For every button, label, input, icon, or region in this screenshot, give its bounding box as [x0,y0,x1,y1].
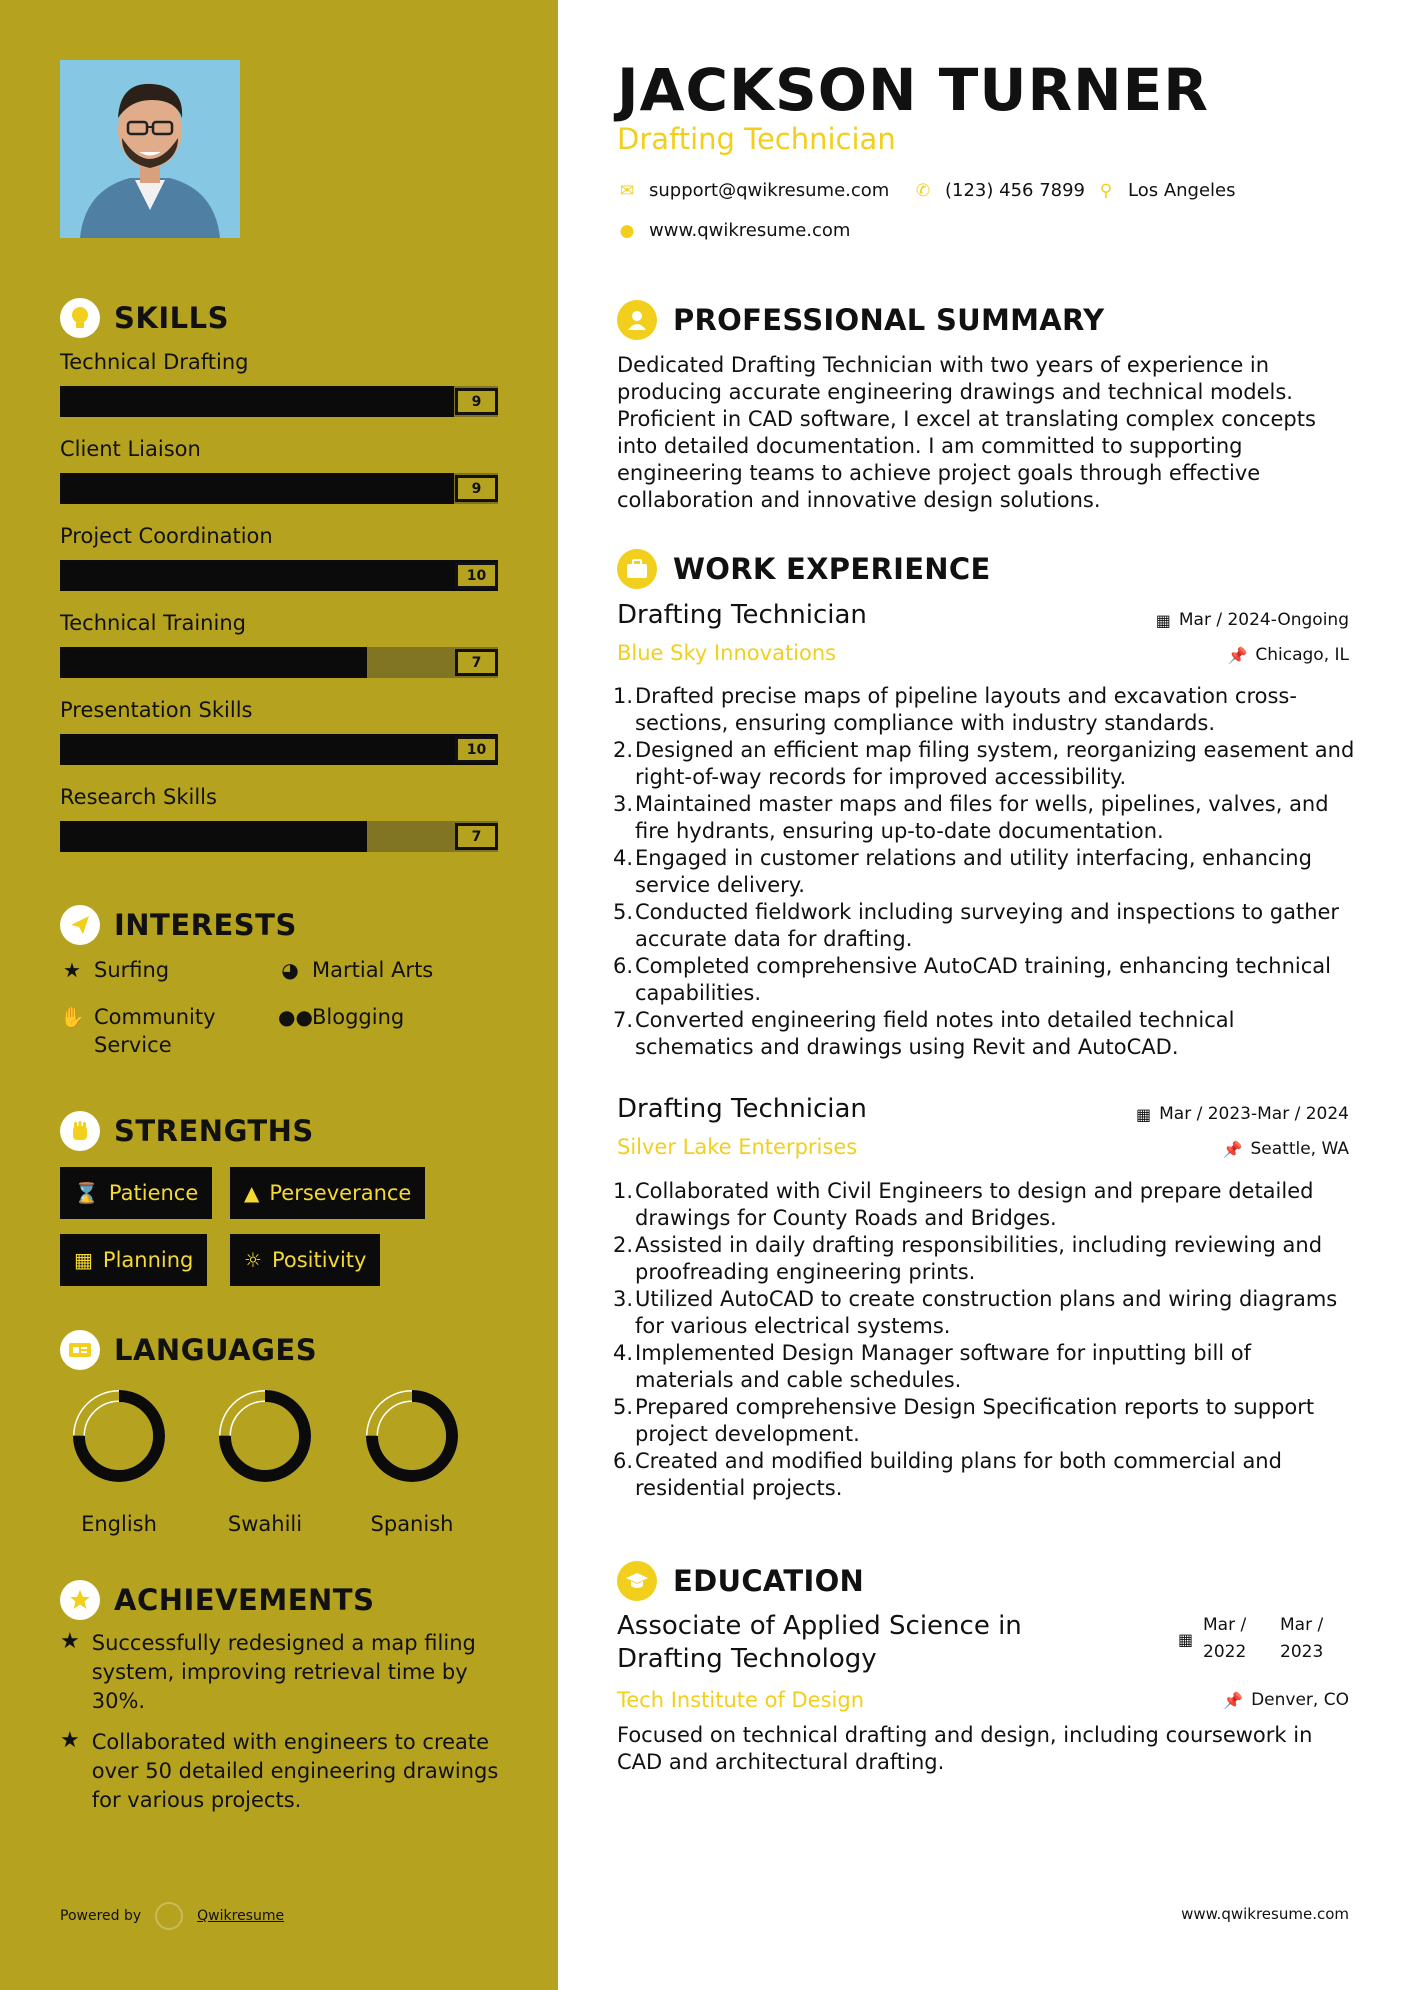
pushpin-icon: 📌 [1227,645,1248,665]
location-text: Los Angeles [1128,180,1236,201]
contact-email [617,180,889,201]
star-burst-icon: ★ [60,1728,80,1753]
duty-number: 5. [613,1395,634,1419]
job-duties-list [613,1178,1355,1502]
interest-item [60,1003,250,1059]
skill-item [60,785,498,852]
skill-bar [60,821,498,852]
interest-item [278,1003,404,1031]
education-heading [617,1561,864,1601]
degree-title: Associate of Applied Science in Drafting Technology [617,1611,1022,1674]
language-name: Spanish [370,1512,454,1536]
duty-item [613,683,1355,737]
calendar-icon: ▦ [1178,1630,1194,1649]
summary-text: Dedicated Drafting Technician with two years of experience in producing accurate engineering drawings and technical models. Proficient in CAD software, I excel at translating complex concepts into detailed documentation. I am committed to supporting engineering teams to achieve project goals through effective collaboration and innovative design solutions. [617,353,1316,512]
skill-name: Technical Drafting [60,350,249,374]
fist-icon [60,1111,100,1151]
skill-name: Research Skills [60,785,217,809]
contact-website [617,220,850,241]
education-description: Focused on technical drafting and design, including coursework in CAD and architectural drafting. [617,1723,1313,1774]
duty-item [613,1178,1355,1232]
duty-text: Maintained master maps and files for wells, pipelines, valves, and fire hydrants, ensuring up-to-date documentation. [635,792,1329,843]
duty-item [613,1340,1355,1394]
strength-label: Patience [108,1181,199,1205]
job-location-text: Seattle, WA [1250,1139,1349,1159]
language-level-ring [364,1388,460,1484]
duty-text: Designed an efficient map filing system, reorganizing easement and right-of-way records for improved accessibility. [635,738,1355,789]
sidebar [0,0,558,1990]
globe-icon: ● [619,220,635,241]
website-text[interactable]: www.qwikresume.com [649,220,851,241]
duty-item [613,953,1355,1007]
map-pin-icon: ⚲ [1099,180,1113,201]
duty-number: 4. [613,846,634,870]
duty-number: 4. [613,1341,634,1365]
candidate-role: Drafting Technician [617,122,896,156]
job-company: Silver Lake Enterprises [617,1135,858,1159]
star-burst-icon: ★ [60,1629,80,1654]
qwikresume-link[interactable]: Qwikresume [197,1908,285,1924]
road-icon: ▲ [244,1181,260,1205]
briefcase-icon [617,549,657,589]
duty-item [613,791,1355,845]
duty-text: Conducted fieldwork including surveying and inspections to gather accurate data for drafting. [635,900,1340,951]
job-title: Drafting Technician [617,1094,867,1124]
lightbulb-icon [60,298,100,338]
duty-item [613,899,1355,953]
contact-phone [913,180,1085,201]
job-location-text: Chicago, IL [1255,645,1349,665]
duty-number: 3. [613,1287,634,1311]
interests-title: INTERESTS [114,908,297,942]
skill-score: 7 [455,823,498,850]
strength-label: Positivity [271,1248,367,1272]
users-icon: ●● [278,1005,313,1029]
candidate-name: JACKSON TURNER [617,56,1209,124]
pushpin-icon: 📌 [1223,1690,1244,1710]
globe-icon: ◕ [281,958,299,982]
job-dates-text: Mar / 2023-Mar / 2024 [1159,1104,1349,1124]
duty-item [613,1286,1355,1340]
skill-item [60,350,498,417]
language-card-icon [60,1330,100,1370]
strength-badge [230,1234,380,1286]
skill-bar-fill [60,647,367,678]
skill-item [60,437,498,504]
duty-text: Collaborated with Civil Engineers to design and prepare detailed drawings for County Roads and Bridges. [635,1179,1314,1230]
user-icon [617,300,657,340]
summary-title: PROFESSIONAL SUMMARY [673,303,1105,337]
strengths-title: STRENGTHS [114,1114,314,1148]
summary-heading [617,300,1104,340]
duty-number: 2. [613,1233,634,1257]
interest-label: Martial Arts [312,958,434,982]
email-text[interactable]: support@qwikresume.com [649,180,890,201]
skill-item [60,524,498,591]
duty-number: 3. [613,792,634,816]
achievements-heading [60,1580,374,1620]
paper-plane-icon [60,905,100,945]
skill-score: 9 [455,388,498,415]
duty-item [613,1007,1355,1061]
strength-label: Planning [102,1248,194,1272]
interest-item [60,956,169,984]
skills-title: SKILLS [114,301,229,335]
envelope-icon: ✉ [619,180,635,201]
duty-number: 1. [613,1179,634,1203]
edu-calendar [1178,1630,1193,1649]
edu-end-date: Mar / 2023 [1280,1615,1324,1662]
graduation-cap-icon [617,1561,657,1601]
experience-heading [617,549,991,589]
skill-name: Project Coordination [60,524,273,548]
skill-bar [60,560,498,591]
languages-title: LANGUAGES [114,1333,318,1367]
duty-text: Drafted precise maps of pipeline layouts and excavation cross-sections, ensuring compliance with industry standards. [635,684,1297,735]
duty-number: 7. [613,1008,634,1032]
hourglass-icon: ⌛ [74,1181,99,1205]
strength-label: Perseverance [269,1181,412,1205]
job-duties-list [613,683,1355,1061]
job-title: Drafting Technician [617,600,867,630]
job-dates [1156,610,1349,630]
duty-number: 6. [613,954,634,978]
calendar-icon: ▦ [1155,610,1171,630]
school-name: Tech Institute of Design [617,1688,865,1712]
duty-text: Prepared comprehensive Design Specification reports to support project development. [635,1395,1315,1446]
duty-text: Completed comprehensive AutoCAD training, enhancing technical capabilities. [635,954,1331,1005]
skill-bar [60,647,498,678]
language-item [357,1388,467,1536]
experience-title: WORK EXPERIENCE [673,552,991,586]
languages-heading [60,1330,317,1370]
language-level-ring [71,1388,167,1484]
skill-score: 10 [455,736,498,763]
edu-start-date: Mar / 2022 [1203,1615,1247,1662]
language-name: English [81,1512,157,1536]
duty-number: 1. [613,684,634,708]
phone-icon: ✆ [915,180,931,201]
skill-name: Client Liaison [60,437,201,461]
achievement-item [60,1728,500,1815]
skill-bar [60,386,498,417]
duty-item [613,737,1355,791]
powered-by [60,1902,284,1930]
strength-badge [230,1167,425,1219]
achievement-text: Collaborated with engineers to create over 50 detailed engineering drawings for various projects. [91,1730,499,1812]
duty-text: Created and modified building plans for both commercial and residential projects. [635,1449,1282,1500]
duty-text: Engaged in customer relations and utility interfacing, enhancing service delivery. [635,846,1312,897]
profile-photo [60,60,240,238]
skill-bar-fill [60,734,498,765]
job-dates [1136,1104,1349,1124]
achievement-item [60,1629,500,1716]
skill-bar-fill [60,386,454,417]
interest-label: Surfing [94,958,170,982]
skill-bar-fill [60,821,367,852]
language-name: Swahili [227,1512,303,1536]
trophy-star-icon [60,1580,100,1620]
interest-label: Blogging [312,1005,405,1029]
duty-number: 6. [613,1449,634,1473]
edu-location-text: Denver, CO [1251,1690,1349,1710]
skill-score: 7 [455,649,498,676]
hand-icon: ✋ [60,1005,85,1029]
qwikresume-logo-icon [155,1902,183,1930]
strength-badge [60,1167,212,1219]
language-item [210,1388,320,1536]
skill-bar [60,734,498,765]
footer-url[interactable]: www.qwikresume.com [1181,1905,1349,1923]
skill-name: Technical Training [60,611,246,635]
duty-number: 5. [613,900,634,924]
calendar-icon: ▦ [1135,1104,1152,1124]
skill-item [60,698,498,765]
edu-location [1223,1690,1349,1710]
contact-location [1096,180,1236,201]
duty-item [613,1394,1355,1448]
job-location [1227,645,1349,665]
skill-item [60,611,498,678]
sun-icon: ☼ [244,1248,262,1272]
star-icon: ★ [63,958,81,982]
skill-bar [60,473,498,504]
interest-item [278,956,433,984]
pushpin-icon: 📌 [1222,1139,1243,1159]
skill-bar-fill [60,560,498,591]
duty-item [613,1232,1355,1286]
interest-label: Community Service [94,1005,216,1057]
duty-text: Utilized AutoCAD to create construction plans and wiring diagrams for various electrical systems. [635,1287,1338,1338]
duty-text: Assisted in daily drafting responsibilities, including reviewing and proofreading engineering prints. [635,1233,1323,1284]
duty-item [613,845,1355,899]
job-location [1223,1139,1349,1159]
strengths-heading [60,1111,314,1151]
education-title: EDUCATION [673,1564,865,1598]
language-level-ring [217,1388,313,1484]
achievements-title: ACHIEVEMENTS [114,1583,375,1617]
skills-heading [60,298,229,338]
powered-by-label: Powered by [60,1908,142,1924]
job-company: Blue Sky Innovations [617,641,837,665]
skill-score: 10 [455,562,498,589]
duty-item [613,1448,1355,1502]
calendar-icon: ▦ [74,1248,93,1272]
achievement-text: Successfully redesigned a map filing system, improving retrieval time by 30%. [91,1631,476,1713]
skill-bar-fill [60,473,454,504]
duty-number: 2. [613,738,634,762]
duty-text: Converted engineering field notes into detailed technical schematics and drawings using Revit and AutoCAD. [635,1008,1235,1059]
phone-text[interactable]: (123) 456 7899 [945,180,1086,201]
skill-name: Presentation Skills [60,698,253,722]
duty-text: Implemented Design Manager software for inputting bill of materials and cable schedules. [635,1341,1252,1392]
language-item [64,1388,174,1536]
strength-badge [60,1234,207,1286]
interests-heading [60,905,297,945]
job-dates-text: Mar / 2024-Ongoing [1178,610,1349,630]
skill-score: 9 [455,475,498,502]
